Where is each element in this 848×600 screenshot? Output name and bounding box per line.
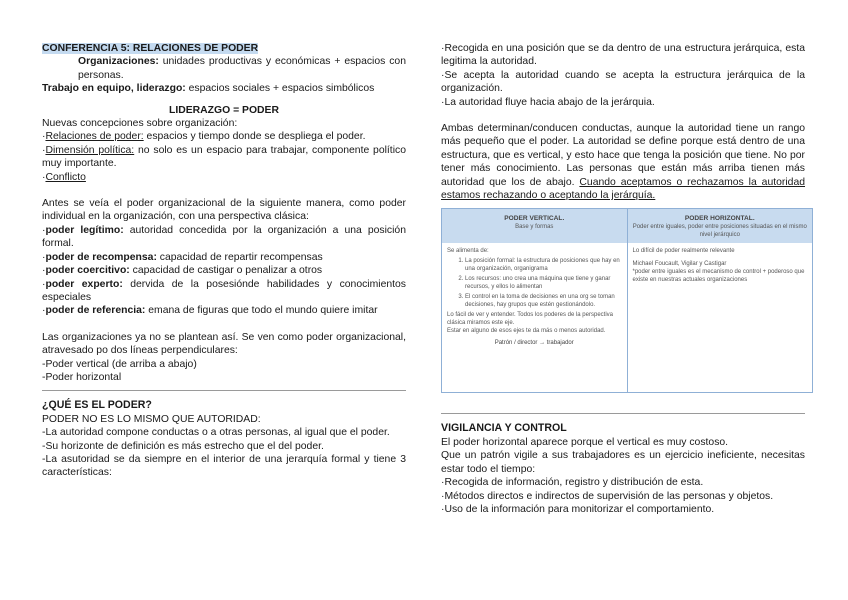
cell-text: Estar en alguno de esos ejes te da más o menos autoridad. xyxy=(447,328,606,335)
poder-horizontal-line: -Poder horizontal xyxy=(42,371,122,383)
poder-vertical-line: -Poder vertical (de arriba a abajo) xyxy=(42,358,197,370)
conflicto-line xyxy=(42,171,406,184)
power-text: emana de figuras que todo el mundo quiere imitar xyxy=(145,305,378,317)
cell-intro: Se alimenta de: xyxy=(447,248,489,255)
vigilancia-line: El poder horizontal aparece porque el vertical es muy costoso. xyxy=(441,436,729,448)
dimension-line xyxy=(42,144,406,171)
autoridad-line: -Su horizonte de definición es más estrecho que el del poder. xyxy=(42,440,324,452)
nuevas-concepciones: Nuevas concepciones sobre organización: xyxy=(42,118,238,130)
bullet: · xyxy=(42,144,46,156)
power-item: ·poder experto: dervida de la posesiónde habilidades y conocimientos especiales xyxy=(42,278,406,303)
divider xyxy=(441,413,805,414)
relaciones-text: espacios y tiempo donde se despliega el poder. xyxy=(143,131,366,143)
power-text: capacidad de castigar o penalizar a otros xyxy=(129,265,323,277)
header-vertical-sub: Base y formas xyxy=(515,224,554,231)
trabajo-text: espacios sociales + espacios simbólicos xyxy=(185,83,375,95)
bullet: · xyxy=(42,171,46,183)
table-body xyxy=(442,243,812,392)
power-label: poder coercitivo: xyxy=(45,265,130,277)
caracteristica-line: ·La autoridad fluye hacia abajo de la jerárquia. xyxy=(441,96,655,108)
ambas-text: Ambas determinan/conducen conductas, aunque la autoridad tiene un rango más pequeño que el poder. La autoridad se define porque está dentro de una estructura, que es vertical, y esto hace que tenga la posición que tiene. No por tener más conocimiento. Las personas que están más arriba tienen más autoridad que los de abajo. xyxy=(441,123,805,188)
power-label: poder de referencia: xyxy=(45,305,146,317)
power-text: capacidad de repartir recompensas xyxy=(156,251,323,263)
vigilancia-line: ·Uso de la información para monitorizar el comportamiento. xyxy=(441,503,715,515)
vigilancia-line: ·Recogida de información, registro y distribución de esta. xyxy=(441,477,704,489)
header-vertical xyxy=(442,209,627,243)
power-item: ·poder de recompensa: capacidad de repartir recompensas xyxy=(42,251,323,263)
power-label: poder de recompensa: xyxy=(45,251,157,263)
power-label: poder legítimo: xyxy=(45,224,124,236)
organizaciones-label: Organizaciones: xyxy=(78,56,159,68)
right-column xyxy=(441,42,805,516)
cell-text: Lo fácil de ver y entender. Todos los poderes de la perspectiva clásica miramos este eje. xyxy=(447,312,613,327)
cell-vertical xyxy=(442,243,627,392)
cell-footer: Patrón / director → trabajador xyxy=(494,340,574,347)
divider xyxy=(42,390,406,391)
relaciones-label: Relaciones de poder: xyxy=(45,131,144,143)
cell-horizontal xyxy=(627,243,813,392)
power-text: autoridad concedida por la organización a una posición formal. xyxy=(42,224,406,250)
list-item: 1. La posición formal: la estructura de posiciones que hay en una organización, organigrama xyxy=(465,257,622,273)
relaciones-line xyxy=(42,130,406,143)
organizaciones-line xyxy=(42,55,406,82)
cell-text: *poder entre iguales es el mecanismo de control + poderoso que existe en nuestras actuales organizaciones xyxy=(632,269,805,284)
list-item: 2. Los recursos: uno crea una máquina que tiene y ganar recursos, y ellos lo alimentan xyxy=(465,275,622,291)
caracteristica-line: ·Recogida en una posición que se da dentro de una estructura jerárquica, esta legitima la autoridad. xyxy=(441,43,805,68)
header-horizontal xyxy=(627,209,813,243)
ambas-paragraph xyxy=(441,122,805,202)
antes-paragraph: Antes se veía el poder organizacional de la siguiente manera, como poder individual en la organización, con una perspectiva clásica: xyxy=(42,198,406,223)
power-item: ·poder de referencia: emana de figuras que todo el mundo quiere imitar xyxy=(42,305,378,317)
cell-list xyxy=(447,257,622,309)
power-label: poder experto: xyxy=(45,278,123,290)
header-horizontal-sub: Poder entre iguales, poder entre posiciones situadas en el mismo nivel jerárquico xyxy=(632,224,807,239)
organizaciones-text: unidades productivas y económicas + espacios con personas. xyxy=(78,56,406,81)
organizaciones-paragraph: Las organizaciones ya no se plantean así. Se ven como poder organizacional, atravesado po dos líneas perpendiculares: xyxy=(42,331,406,357)
cell-text: Michael Foucault, Vigilar y Castigar xyxy=(632,261,727,268)
dimension-label: Dimensión política: xyxy=(45,144,135,156)
cell-text: Lo difícil de poder realmente relevante xyxy=(632,248,735,255)
poder-comparison-table xyxy=(441,208,813,393)
trabajo-line xyxy=(42,82,406,95)
power-text: dervida de la posesiónde habilidades y conocimientos especiales xyxy=(42,278,406,303)
vigilancia-heading: VIGILANCIA Y CONTROL xyxy=(441,422,567,435)
header-horizontal-title: PODER HORIZONTAL. xyxy=(684,215,755,223)
caracteristica-line: ·Se acepta la autoridad cuando se acepta la estructura jerárquica de la organización. xyxy=(441,69,805,95)
autoridad-line: -La asutoridad se da siempre en el interior de una jerarquía formal y tiene 3 características: xyxy=(42,453,406,479)
power-item: ·poder coercitivo: capacidad de castigar o penalizar a otros xyxy=(42,265,323,277)
no-es-line: PODER NO ES LO MISMO QUE AUTORIDAD: xyxy=(42,413,261,425)
autoridad-line: -La autoridad compone conductas o a otras personas, al igual que el poder. xyxy=(42,427,390,439)
ambas-underlined: Cuando aceptamos o rechazamos la autoridad estamos rechazando o aceptando la jerárquía. xyxy=(441,176,806,202)
liderazgo-heading: LIDERAZGO = PODER xyxy=(169,104,279,116)
vigilancia-line: Que un patrón vigile a sus trabajadores es un ejercicio ineficiente, necesitas estar todo el tiempo: xyxy=(441,450,805,475)
dimension-text: no solo es un espacio para trabajar, componente político muy importante. xyxy=(42,144,406,170)
que-es-heading: ¿QUÉ ES EL PODER? xyxy=(42,399,152,412)
left-column xyxy=(42,42,406,480)
conflicto-label: Conflicto xyxy=(45,171,86,183)
list-item: 3. El control en la toma de decisiones en una org se toman decisiones, hay grupos que estén gestionándolo. xyxy=(465,293,622,309)
header-vertical-title: PODER VERTICAL. xyxy=(504,215,565,223)
vigilancia-line: ·Métodos directos e indirectos de supervisión de las personas y objetos. xyxy=(441,490,774,502)
document-title: CONFERENCIA 5: RELACIONES DE PODER xyxy=(42,43,259,54)
bullet: · xyxy=(42,131,46,143)
table-header xyxy=(442,209,812,243)
trabajo-label: Trabajo en equipo, liderazgo: xyxy=(42,83,186,95)
power-item: ·poder legítimo: autoridad concedida por la organización a una posición formal. xyxy=(42,224,406,250)
